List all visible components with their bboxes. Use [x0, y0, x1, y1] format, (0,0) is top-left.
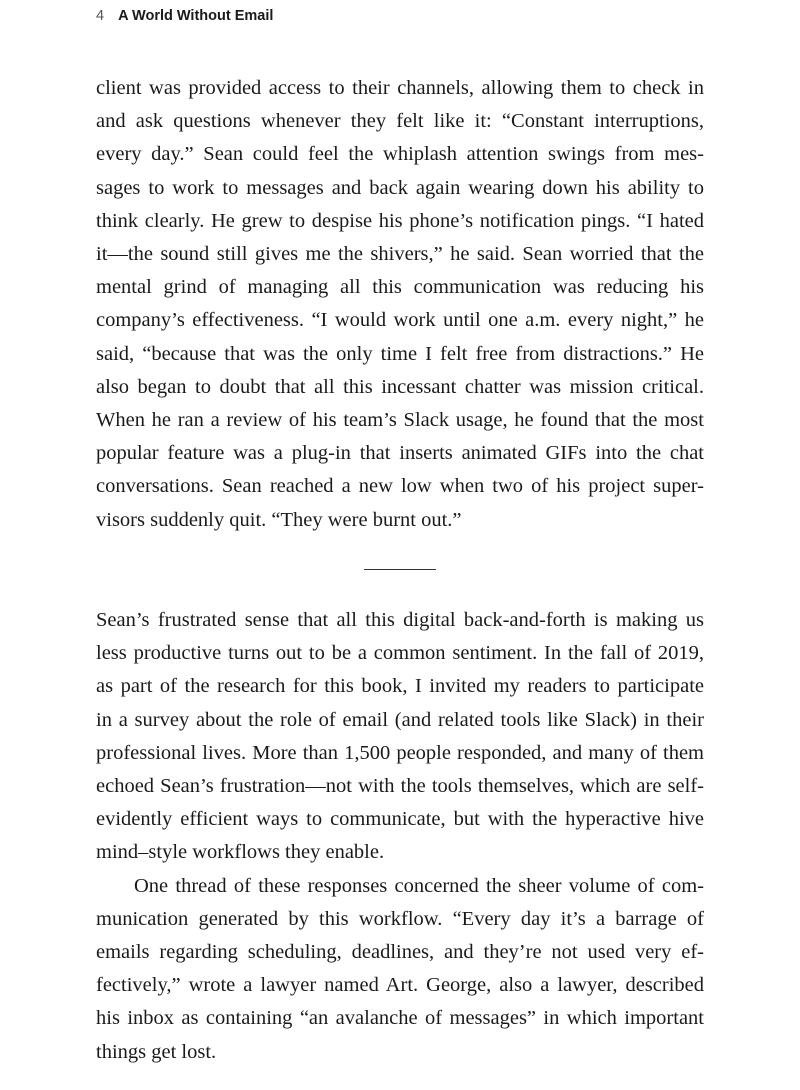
- text-line: every day.” Sean could feel the whiplash attention swings from mes-: [96, 143, 704, 166]
- text-line: One thread of these responses concerned the sheer volume of com-: [134, 874, 704, 897]
- text-line: emails regarding scheduling, deadlines, and they’re not used very ef-: [96, 941, 704, 964]
- text-line: in a survey about the role of email (and related tools like Slack) in their: [96, 708, 704, 731]
- text-line: professional lives. More than 1,500 people responded, and many of them: [96, 741, 704, 764]
- text-line: it—the sound still gives me the shivers,” he said. Sean worried that the: [96, 243, 704, 266]
- text-line: echoed Sean’s frustration—not with the tools themselves, which are self-: [96, 775, 704, 798]
- text-line: sages to work to messages and back again wearing down his ability to: [96, 176, 704, 199]
- text-line: and ask questions whenever they felt like it: “Constant interruptions,: [96, 110, 704, 133]
- text-line: also began to doubt that all this incessant chatter was mission critical.: [96, 375, 704, 398]
- text-line: fectively,” wrote a lawyer named Art. George, also a lawyer, described: [96, 974, 704, 997]
- text-line: munication generated by this workflow. “Every day it’s a barrage of: [96, 907, 704, 930]
- section-break-rule: [364, 569, 436, 570]
- text-line: mind–style workflows they enable.: [96, 841, 385, 864]
- text-line: conversations. Sean reached a new low when two of his project super-: [96, 475, 704, 498]
- paragraph-responses: [96, 870, 704, 1069]
- text-line: less productive turns out to be a common sentiment. In the fall of 2019,: [96, 642, 704, 665]
- section-2: [96, 604, 704, 1069]
- text-line: think clearly. He grew to despise his phone’s notification pings. “I hated: [96, 209, 704, 232]
- section-1: [96, 72, 704, 537]
- text-line: Sean’s frustrated sense that all this digital back-and-forth is making us: [96, 609, 704, 631]
- text-line: popular feature was a plug-in that inserts animated GIFs into the chat: [96, 442, 704, 465]
- running-header: [96, 8, 273, 28]
- text-line: company’s effectiveness. “I would work until one a.m. every night,” he: [96, 309, 704, 332]
- page-number: 4: [96, 8, 105, 24]
- text-line: said, “because that was the only time I felt free from distractions.” He: [96, 342, 704, 365]
- text-line: evidently efficient ways to communicate, but with the hyperactive hive: [96, 808, 704, 831]
- paragraph-continued: [96, 72, 704, 537]
- paragraph-survey: [96, 604, 704, 870]
- text-line: mental grind of managing all this communication was reducing his: [96, 276, 704, 299]
- book-title: A World Without Email: [118, 8, 274, 24]
- text-line: as part of the research for this book, I invited my readers to participate: [96, 675, 704, 698]
- text-line: visors suddenly quit. “They were burnt out.”: [96, 508, 462, 531]
- text-line: client was provided access to their channels, allowing them to check in: [96, 77, 704, 99]
- text-line: things get lost.: [96, 1040, 217, 1063]
- text-line: his inbox as containing “an avalanche of messages” in which important: [96, 1007, 704, 1030]
- text-line: When he ran a review of his team’s Slack usage, he found that the most: [96, 409, 704, 432]
